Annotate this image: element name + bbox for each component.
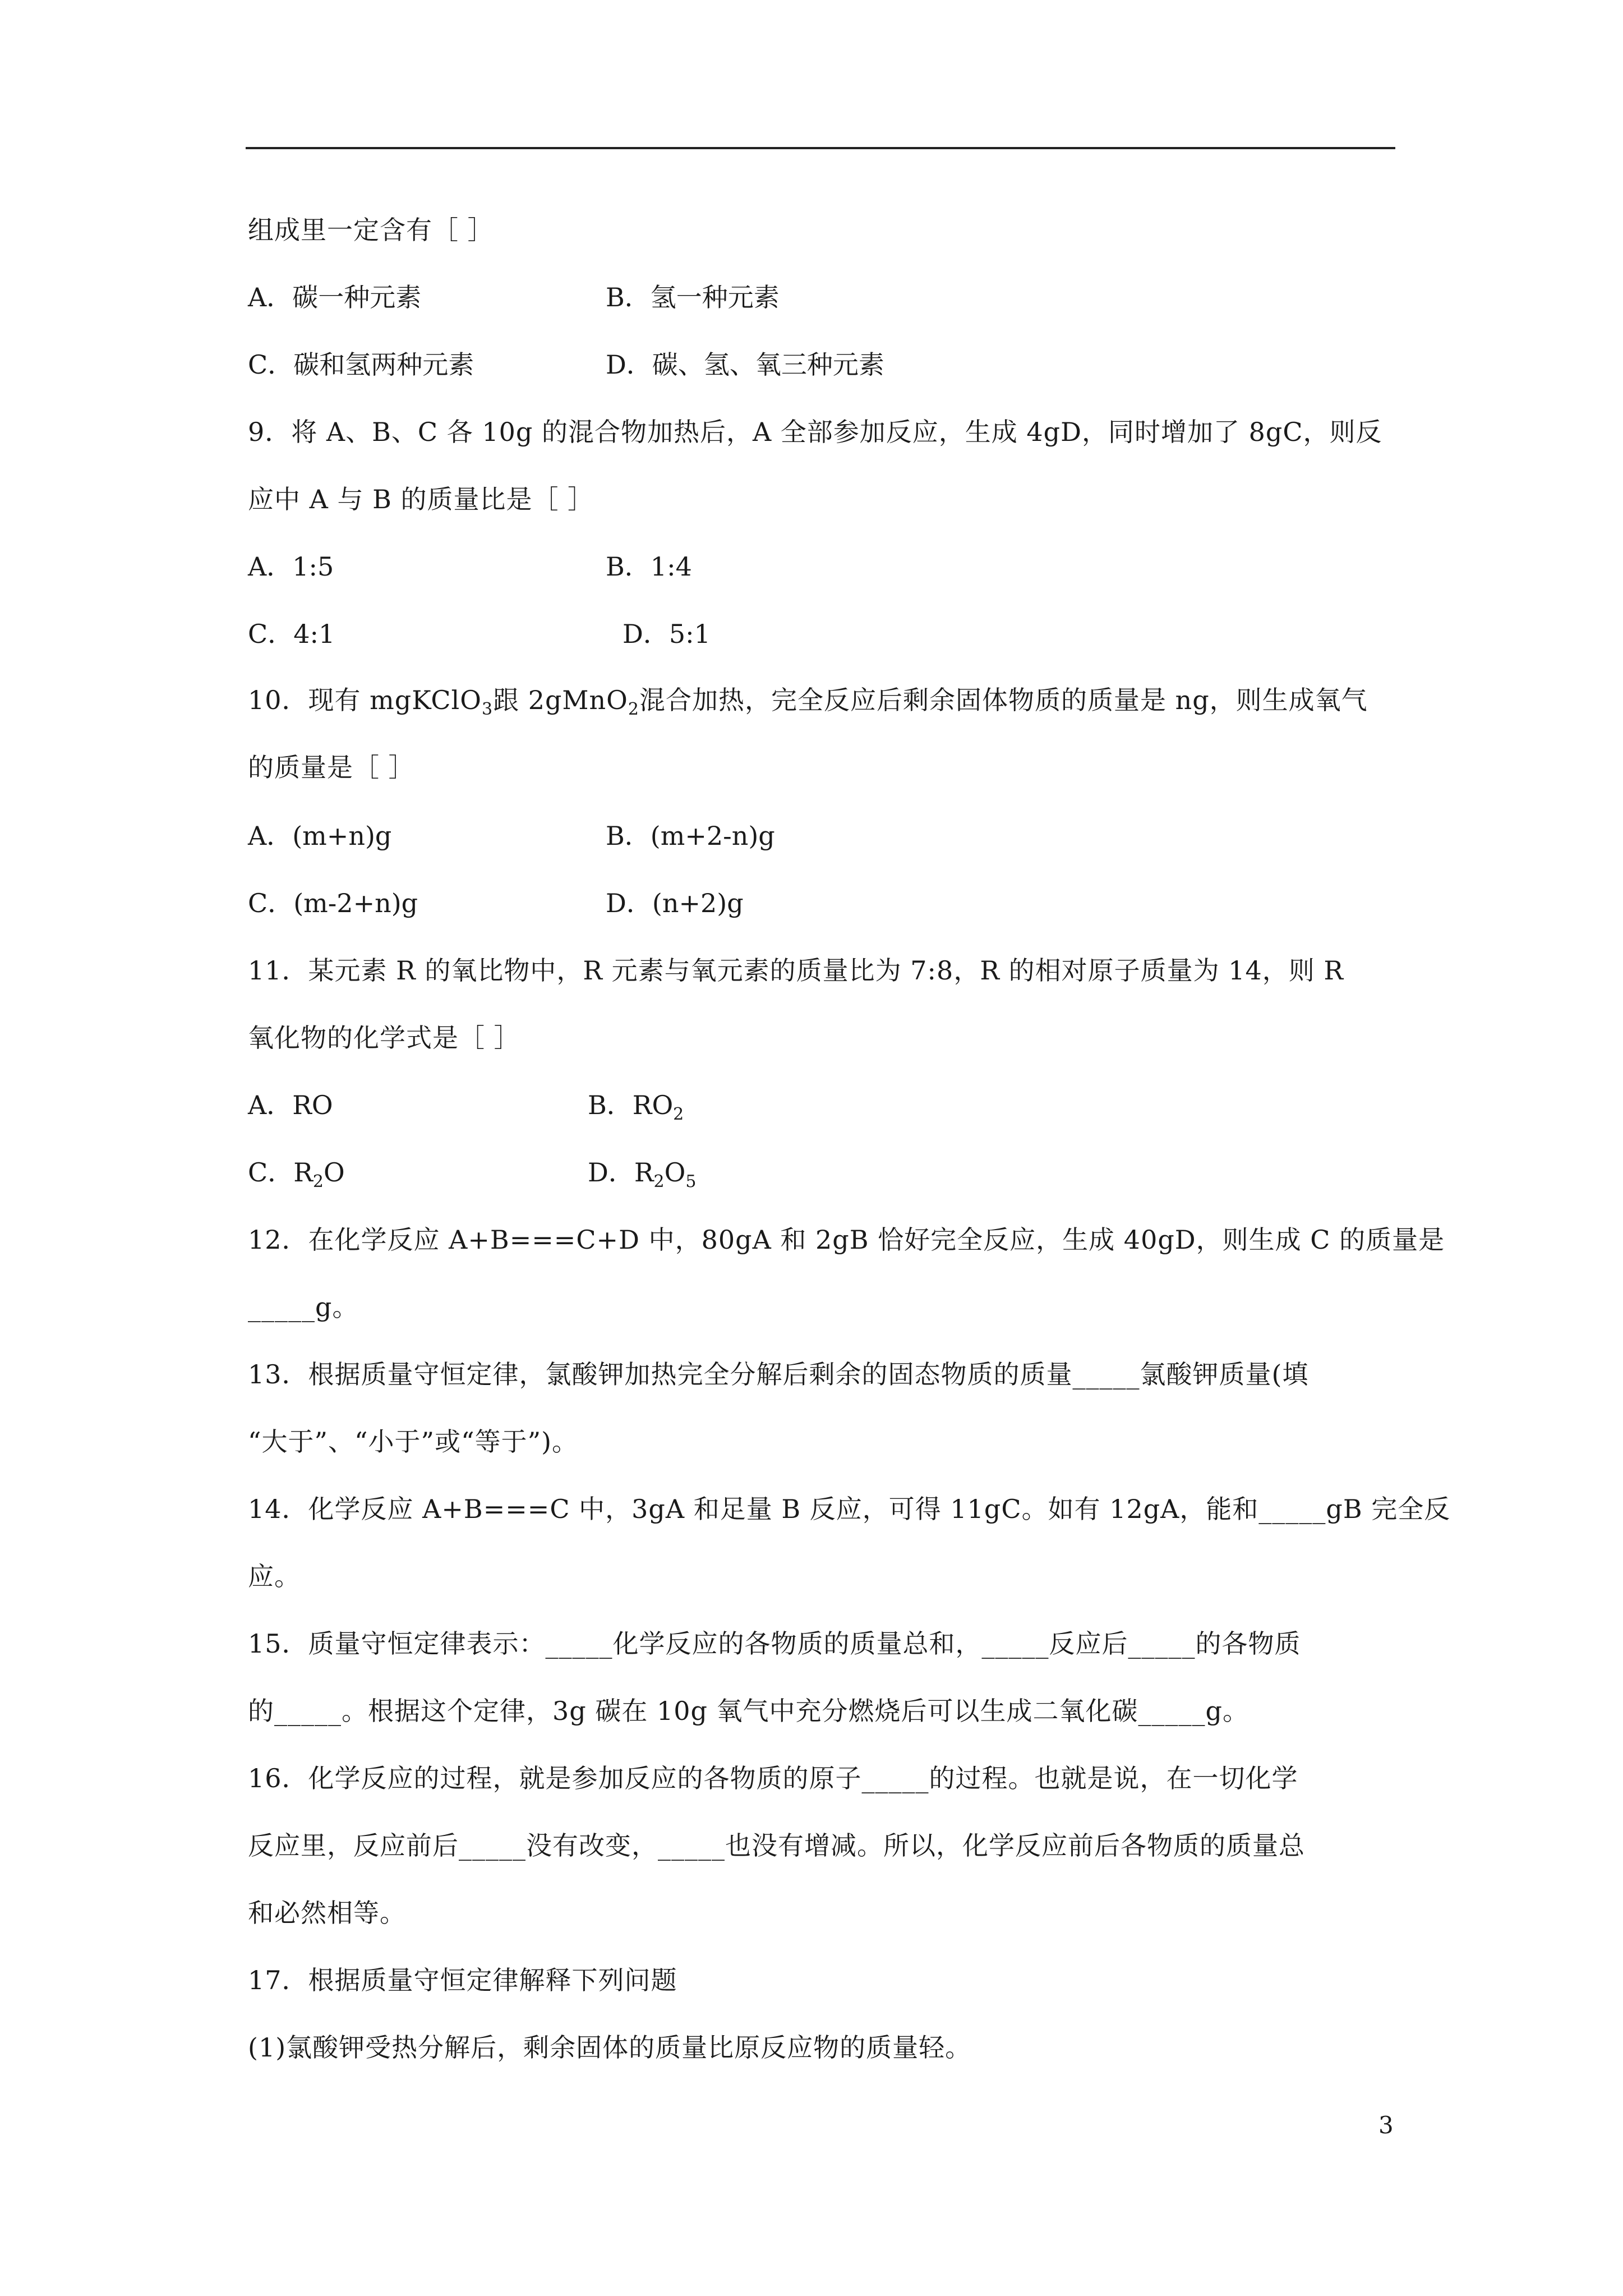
page-number: 3 [1378,2111,1394,2139]
text-run: 混合加热，完全反应后剩余固体物质的质量是 ng，则生成氧气 [639,685,1368,715]
option-a: A．RO [248,1090,333,1120]
subscript: 2 [312,1172,324,1191]
question-15: 15．质量守恒定律表示：_____化学反应的各物质的质量总和，_____反应后_____的各物质 [248,1628,1301,1659]
text-line: 组成里一定含有［ ］ [248,215,494,245]
option-a: A．(m+n)g [248,821,392,851]
option-c: C．4:1 [248,619,335,649]
option-c: C．(m-2+n)g [248,888,418,918]
option-d: D．5:1 [623,619,711,649]
question-16-cont: 反应里，反应前后_____没有改变，_____也没有增减。所以，化学反应前后各物质的质量总 [248,1830,1305,1861]
option-d: D．碳、氢、氧三种元素 [606,349,884,380]
text-run: 跟 2gMnO [493,685,628,715]
question-10 [248,683,1368,726]
text-run: C．R [248,1157,313,1188]
question-11: 11．某元素 R 的氧比物中，R 元素与氧元素的质量比为 7:8，R 的相对原子质量为 14，则 R [248,955,1344,986]
question-9-cont: 应中 A 与 B 的质量比是［ ］ [248,484,594,514]
subscript: 2 [673,1105,684,1124]
question-14-cont: 应。 [248,1561,301,1591]
text-run: B．RO [588,1090,674,1120]
option-b [588,1088,684,1131]
question-17-part-1: (1)氯酸钾受热分解后，剩余固体的质量比原反应物的质量轻。 [248,2032,972,2063]
option-b: B．1:4 [606,551,692,582]
option-a: A．碳一种元素 [248,282,422,312]
question-16-cont: 和必然相等。 [248,1898,406,1928]
subscript: 5 [685,1172,697,1191]
question-10-cont: 的质量是［ ］ [248,752,415,783]
option-c [248,1156,345,1199]
option-b: B．(m+2-n)g [606,821,775,851]
text-run: D．R [588,1157,654,1188]
question-11-cont: 氧化物的化学式是［ ］ [248,1023,520,1053]
subscript: 2 [653,1172,665,1191]
subscript: 2 [628,700,639,719]
question-13: 13．根据质量守恒定律，氯酸钾加热完全分解后剩余的固态物质的质量_____氯酸钾质量(填 [248,1359,1309,1389]
question-16: 16．化学反应的过程，就是参加反应的各物质的原子_____的过程。也就是说，在一切化学 [248,1763,1298,1793]
text-run: O [323,1157,345,1188]
question-9: 9．将 A、B、C 各 10g 的混合物加热后，A 全部参加反应，生成 4gD，同时增加了 8gC，则反 [248,417,1382,447]
option-a: A．1:5 [248,551,334,582]
question-12: 12．在化学反应 A+B===C+D 中，80gA 和 2gB 恰好完全反应，生成 40gD，则生成 C 的质量是 [248,1225,1445,1255]
option-d [588,1156,696,1199]
text-run: O [664,1157,686,1188]
header-rule [246,147,1395,149]
option-b: B．氢一种元素 [606,282,780,312]
question-15-cont: 的_____。根据这个定律，3g 碳在 10g 氧气中充分燃烧后可以生成二氧化碳_____g。 [248,1696,1249,1726]
text-run: 10．现有 mgKClO [248,685,482,715]
question-17: 17．根据质量守恒定律解释下列问题 [248,1965,677,1995]
question-12-cont: _____g。 [248,1292,359,1322]
question-13-cont: “大于”、“小于”或“等于”)。 [248,1427,579,1457]
option-d: D．(n+2)g [606,888,744,918]
subscript: 3 [481,700,494,719]
option-c: C．碳和氢两种元素 [248,349,474,380]
question-14: 14．化学反应 A+B===C 中，3gA 和足量 B 反应，可得 11gC。如有 12gA，能和_____gB 完全反 [248,1494,1451,1524]
